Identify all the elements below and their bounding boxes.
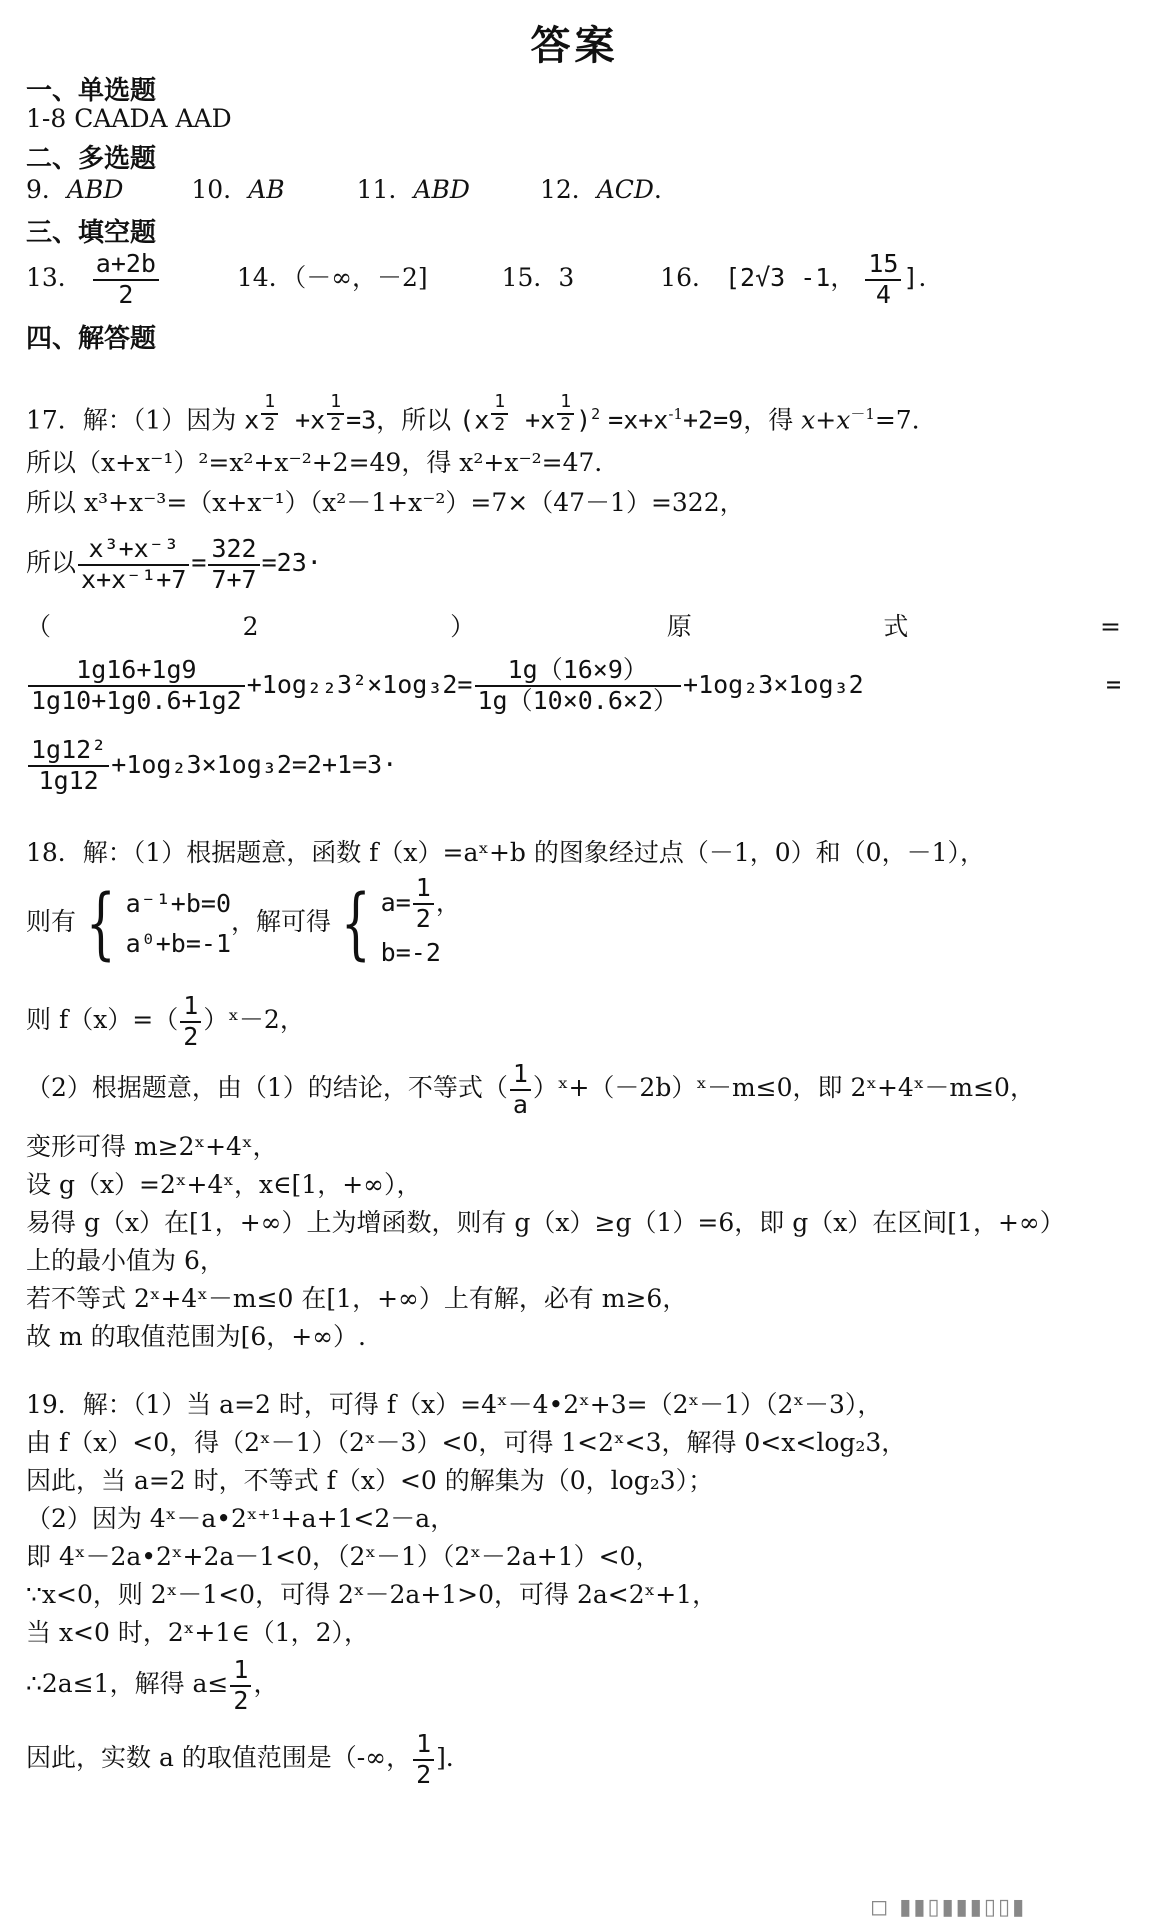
- q13-answer-fraction: $\frac{a+2b}{2}$: [93, 250, 159, 310]
- p17-log-fraction-c: $\frac{\text{1g12²}}{1g12}$: [28, 736, 109, 796]
- p18-line-8: 上的最小值为 6，: [26, 1246, 225, 1275]
- p17-line-3: 所以 x³+x⁻³=（x+x⁻¹）（x²－1+x⁻²）=7×（47－1）=322，: [26, 488, 745, 517]
- p18-system-1: a⁻¹+b=0 a⁰+b=-1: [125, 888, 232, 958]
- p19-line-8: ∴2a≤1，解得 a≤ $\frac{1}{2}$ ，: [26, 1654, 279, 1715]
- q11-label: 11．: [356, 175, 414, 204]
- p19-line-4: （2）因为 4ˣ－a•2ˣ⁺¹+a+1<2－a，: [26, 1504, 456, 1533]
- p19-line-6: ∵x<0，则 2ˣ－1<0，可得 2ˣ－2a+1>0，可得 2a<2ˣ+1，: [26, 1580, 718, 1609]
- p19-line-2: 由 f（x）<0，得（2ˣ－1）（2ˣ－3）<0，可得 1<2ˣ<3，解得 0<x<log₂3，: [26, 1428, 907, 1457]
- q10-answer: AB: [248, 175, 285, 204]
- p17-log-fraction-b: $\frac{1g(16\times 9)}{1g(10\times 0.6\times 2)}$: [475, 656, 682, 716]
- p18-line-7: 易得 g（x）在[1，+∞）上为增函数，则有 g（x）≥g（1）=6，即 g（x）在区间[1，+∞）: [26, 1208, 1065, 1237]
- q9-label: 9．: [26, 175, 67, 204]
- p17-fraction-b: $\frac{322}{7+7}$: [208, 535, 259, 595]
- p17-line-1: 17．解：（1）因为 x $\frac{1}{2}$ +x $\frac{1}{2}$ =3，所以 (x $\frac{1}{2}$ +x $\frac{1}{2}$ )$^2 =x+x^{-1}+2=9$，得 $x+x^{-1}=7$．: [26, 391, 937, 435]
- section-heading-single-choice: 一、单选题: [26, 76, 157, 106]
- p18-line-1: 18．解：（1）根据题意，函数 f（x）=aˣ+b 的图象经过点（－1，0）和（0，－1），: [26, 838, 985, 867]
- fill-blank-answers: 13． $\frac{a+2b}{2}$ 14．（－∞，－2] 15．3 16． [2√3 -1， $\frac{15}{4}$ ]．: [26, 248, 944, 309]
- bottom-toolbar-icons: ◻ ▮▮▯▮▮▮▯▯▮: [870, 1895, 1027, 1920]
- p19-line-7: 当 x<0 时，2ˣ+1∈（1，2），: [26, 1618, 370, 1647]
- q11-answer: ABD: [413, 175, 470, 204]
- section-heading-multi-choice: 二、多选题: [26, 144, 157, 174]
- p18-line-10: 故 m 的取值范围为[6，+∞）.: [26, 1322, 366, 1351]
- q16-fraction: $\frac{15}{4}$: [865, 250, 901, 310]
- p17-line-5: （ 2 ） 原 式 =: [26, 612, 1121, 641]
- q9-answer: ABD: [66, 175, 124, 204]
- p19-line-3: 因此，当 a=2 时，不等式 f（x）<0 的解集为（0，log₂3）；: [26, 1466, 714, 1495]
- p19-line-5: 即 4ˣ－2a•2ˣ+2a－1<0，（2ˣ－1）（2ˣ－2a+1）<0，: [26, 1542, 661, 1571]
- p19-line-1: 19．解：（1）当 a=2 时，可得 f（x）=4ˣ－4•2ˣ+3=（2ˣ－1）（2ˣ－3），: [26, 1390, 883, 1419]
- p19-line-9: 因此，实数 a 的取值范围是（-∞， $\frac{1}{2}$ ]．: [26, 1728, 471, 1789]
- p17-line-7: $\frac{\text{1g12²}}{1g12}$ +1og₂3×1og₃2=2+1=3·: [26, 730, 397, 800]
- p17-log-fraction-a: $\frac{1g16+1g9}{1g10+1g0.6+1g2}$: [28, 656, 245, 716]
- p17-fraction-a: $\frac{\text{x³+x⁻³}}{\text{x+x⁻¹+7}}$: [78, 535, 189, 595]
- q15-answer: 3: [558, 263, 575, 292]
- p17-line-4: 所以 $\frac{\text{x³+x⁻³}}{\text{x+x⁻¹+7}}$ = $\frac{322}{7+7}$ =23·: [26, 533, 322, 594]
- section-heading-fill-blank: 三、填空题: [26, 218, 157, 248]
- page-title: 答案: [530, 22, 619, 69]
- q14-answer: （－∞，－2]: [293, 263, 428, 292]
- p18-system-2: a= $\frac{1}{2}$ ， b=-2: [380, 872, 461, 968]
- p17-line-6: $\frac{1g16+1g9}{1g10+1g0.6+1g2}$ +1og₂₂3²×1og₃2= $\frac{1g(16\times 9)}{1g(10\times 0.6\times 2)}$ +1og₂3×1og₃2 =: [26, 650, 1121, 720]
- p18-line-9: 若不等式 2ˣ+4ˣ－m≤0 在[1，+∞）上有解，必有 m≥6，: [26, 1284, 688, 1313]
- q16-answer: [2√3 -1，: [725, 263, 856, 292]
- q10-label: 10．: [191, 175, 249, 204]
- p18-line-4: （2）根据题意，由（1）的结论，不等式（ $\frac{1}{a}$ ）ˣ+（－2b）ˣ－m≤0，即 2ˣ+4ˣ－m≤0，: [26, 1058, 1035, 1119]
- p18-line-6: 设 g（x）=2ˣ+4ˣ，x∈[1，+∞），: [26, 1170, 422, 1199]
- q12-answer: ACD: [596, 175, 654, 204]
- q12-label: 12．: [539, 175, 597, 204]
- p18-line-3: 则 f（x）=（ $\frac{1}{2}$ ）ˣ－2，: [26, 990, 305, 1051]
- multi-choice-answers: 9．ABD 10．AB 11．ABD 12．ACD．: [26, 175, 679, 204]
- p17-line-2: 所以（x+x⁻¹）²=x²+x⁻²+2=49，得 x²+x⁻²=47．: [26, 448, 620, 477]
- section-heading-solutions: 四、解答题: [26, 324, 157, 354]
- p18-line-5: 变形可得 m≥2ˣ+4ˣ，: [26, 1132, 278, 1161]
- p18-line-2: 则有 { a⁻¹+b=0 a⁰+b=-1 ，解可得 { a= $\frac{1}{2}$ ， b=-2: [26, 872, 461, 973]
- single-choice-answers: 1-8 CAADA AAD: [26, 104, 232, 133]
